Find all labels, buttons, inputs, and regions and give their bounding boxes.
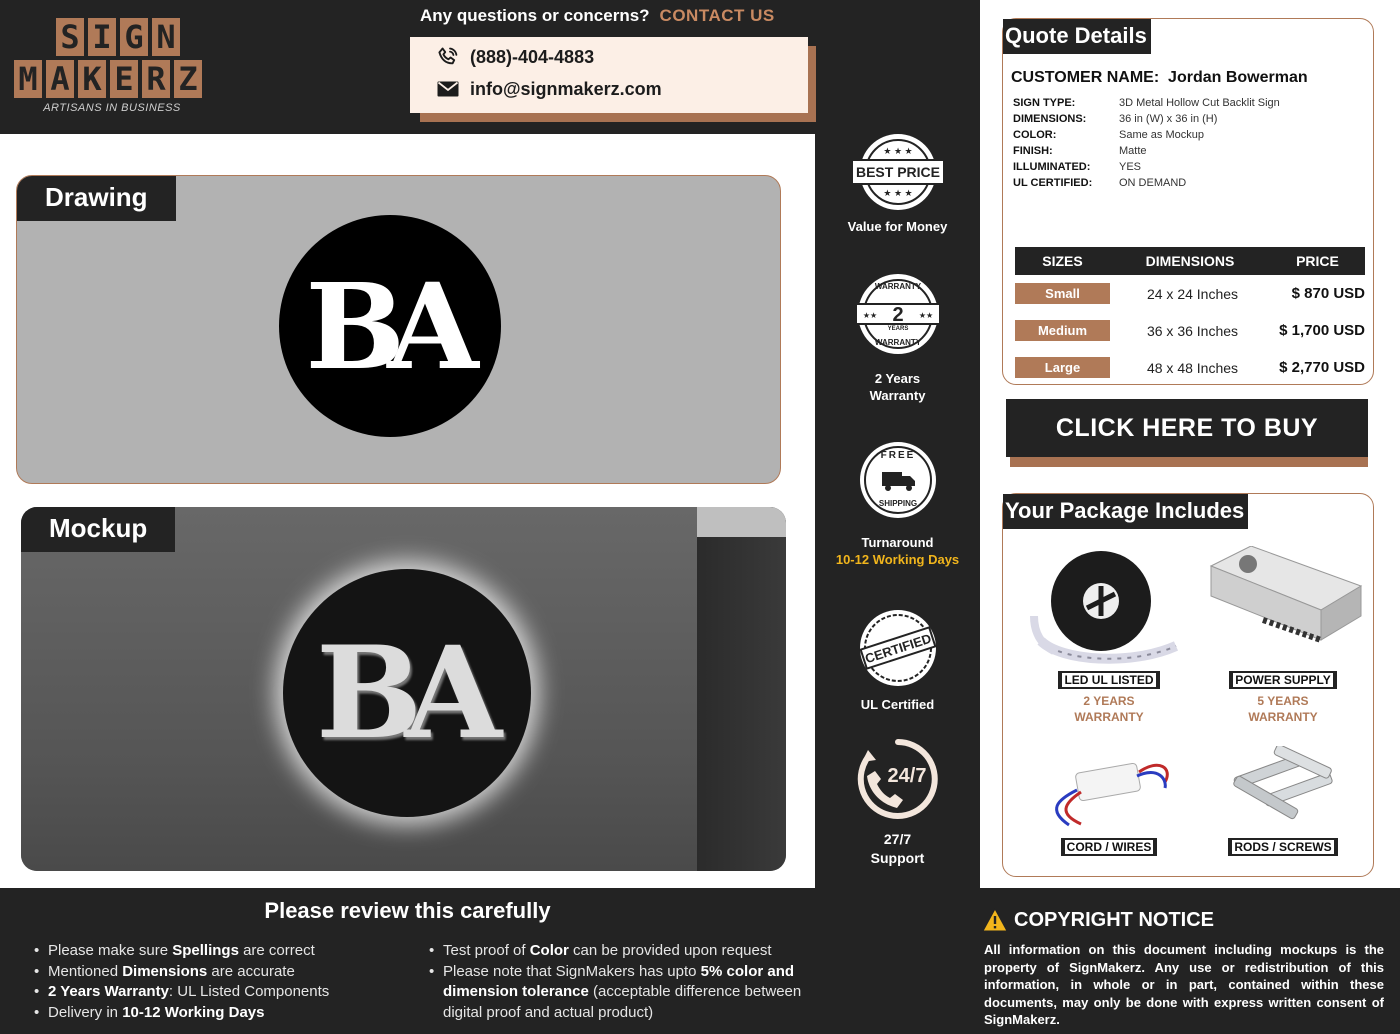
spec-list <box>1013 95 1280 191</box>
table-row[interactable] <box>1015 275 1365 312</box>
package-label-text: POWER SUPPLY <box>1235 673 1331 687</box>
power-supply-icon <box>1203 546 1363 671</box>
size-dimensions: 36 x 36 Inches <box>1146 322 1239 339</box>
support-24-7-icon <box>855 736 941 822</box>
spec-row <box>1013 127 1280 143</box>
shipping-icon-bottom: SHIPPING <box>878 499 917 508</box>
contact-question <box>420 6 775 26</box>
package-label <box>1229 671 1337 689</box>
badge-warranty <box>815 272 980 404</box>
size-price: $ 1,700 USD <box>1279 322 1365 339</box>
size-price: $ 2,770 USD <box>1279 359 1365 376</box>
badge-best-price <box>815 132 980 235</box>
logo-letter: E <box>110 60 138 98</box>
spec-value: Same as Mockup <box>1119 129 1204 141</box>
customer-name-line <box>1011 69 1308 87</box>
proof-panel <box>0 134 815 888</box>
logo-letter: K <box>78 60 106 98</box>
svg-text:★ ★ ★: ★ ★ ★ <box>882 188 913 198</box>
warranty-icon-top: WARRANTY <box>874 282 921 291</box>
spec-key: FINISH: <box>1013 145 1053 157</box>
warranty-caption-line1: 2 Years <box>874 371 921 386</box>
size-dimensions: 48 x 48 Inches <box>1146 359 1239 376</box>
certified-stamp-icon <box>858 608 938 688</box>
package-warranty <box>1203 693 1363 725</box>
quote-panel <box>980 0 1400 888</box>
logo-letter: R <box>142 60 170 98</box>
header-sizes: SIZES <box>1042 253 1083 269</box>
logo-letter: N <box>152 18 180 56</box>
size-badge[interactable]: Large <box>1015 357 1110 378</box>
review-list-left <box>34 941 414 1023</box>
spec-key: DIMENSIONS: <box>1013 113 1087 125</box>
size-price: $ 870 USD <box>1291 285 1365 302</box>
email-address: info@signmakerz.com <box>470 78 662 99</box>
package-box <box>1002 493 1374 877</box>
logo-letter: M <box>14 60 42 98</box>
signmakerz-logo[interactable] <box>14 18 210 114</box>
table-row[interactable] <box>1015 349 1365 386</box>
envelope-icon <box>436 77 460 101</box>
header-price: PRICE <box>1296 253 1339 269</box>
logo-letter: Z <box>174 60 202 98</box>
svg-text:★★: ★★ <box>862 311 877 320</box>
shipping-caption <box>815 534 980 568</box>
list-item: • Test proof of Color can be provided upon request <box>429 941 814 962</box>
quote-details-title: Quote Details <box>1003 19 1151 54</box>
package-item-power-supply <box>1203 546 1363 725</box>
svg-text:★★: ★★ <box>918 311 933 320</box>
spec-row <box>1013 95 1280 111</box>
table-header <box>1015 247 1365 275</box>
question-text: Any questions or concerns? <box>420 6 650 25</box>
warranty-line1: 5 YEARS <box>1257 694 1309 708</box>
table-row[interactable] <box>1015 312 1365 349</box>
logo-row-makerz <box>14 60 210 98</box>
list-item: • 2 Years Warranty: UL Listed Components <box>34 982 414 1003</box>
shipping-icon-top: FREE <box>880 450 915 461</box>
cord-image <box>1029 746 1189 838</box>
warranty-caption-line2: Warranty <box>869 388 926 403</box>
package-label-text: RODS / SCREWS <box>1234 840 1332 854</box>
led-reel-icon <box>1029 546 1189 671</box>
badge-support <box>815 736 980 868</box>
led-strip-image <box>1029 546 1189 671</box>
drawing-monogram: BA <box>305 256 461 396</box>
drawing-tag: Drawing <box>17 176 176 221</box>
mockup-tag: Mockup <box>21 507 175 552</box>
best-price-text: BEST PRICE <box>855 164 940 180</box>
support-icon-text: 24/7 <box>887 765 926 787</box>
warranty-icon-number: 2 <box>891 304 904 326</box>
logo-row-sign <box>14 18 210 56</box>
package-label <box>1061 838 1158 856</box>
logo-letter: G <box>120 18 148 56</box>
warranty-icon-sub: YEARS <box>887 326 908 332</box>
list-item: • Please note that SignMakers has upto 5% color and dimension tolerance (acceptable difference between digital proof and actual product) <box>429 962 814 1024</box>
contact-box <box>410 37 808 113</box>
package-label <box>1058 671 1159 689</box>
size-badge[interactable]: Small <box>1015 283 1110 304</box>
list-item: • Mentioned Dimensions are accurate <box>34 962 414 983</box>
spec-value: 3D Metal Hollow Cut Backlit Sign <box>1119 97 1280 109</box>
drawing-monogram-circle <box>279 215 501 437</box>
size-badge[interactable]: Medium <box>1015 320 1110 341</box>
free-shipping-icon <box>858 440 938 520</box>
spec-row <box>1013 159 1280 175</box>
copyright-text: All information on this document including mockups is the property of SignMakerz. Any use or redistribution of this information, in whole or in part, contained within these documents, may only be done with express written consent of SignMakerz. <box>984 942 1384 1028</box>
rods-screws-icon <box>1203 746 1363 838</box>
email-row[interactable] <box>436 77 662 101</box>
size-dimensions: 24 x 24 Inches <box>1146 285 1239 302</box>
package-title: Your Package Includes <box>1003 494 1248 529</box>
package-item-cord <box>1029 746 1189 856</box>
logo-letter: A <box>46 60 74 98</box>
cord-wires-icon <box>1029 746 1189 838</box>
power-supply-image <box>1203 546 1363 671</box>
logo-letter: S <box>56 18 84 56</box>
logo-tagline: ARTISANS IN BUSINESS <box>43 102 181 114</box>
list-item: • Delivery in 10-12 Working Days <box>34 1003 414 1024</box>
spec-row <box>1013 175 1280 191</box>
package-warranty <box>1029 693 1189 725</box>
phone-number: (888)-404-4883 <box>470 46 595 67</box>
certified-stamp-text: CERTIFIED <box>862 630 933 667</box>
rods-image <box>1203 746 1363 838</box>
spec-key: COLOR: <box>1013 129 1057 141</box>
package-label <box>1228 838 1337 856</box>
spec-key: ILLUMINATED: <box>1013 161 1091 173</box>
review-title: Please review this carefully <box>264 898 551 923</box>
package-label-text: LED UL LISTED <box>1064 673 1154 687</box>
best-price-icon <box>850 132 946 212</box>
warranty-icon-bottom: WARRANTY <box>874 338 921 347</box>
drawing-section <box>16 175 781 484</box>
header-dimensions: DIMENSIONS <box>1145 253 1235 269</box>
mockup-monogram: BA <box>315 619 485 767</box>
support-caption-line2: Support <box>870 850 925 866</box>
spec-row <box>1013 111 1280 127</box>
spec-key: UL CERTIFIED: <box>1013 177 1093 189</box>
svg-text:★ ★ ★: ★ ★ ★ <box>882 146 913 156</box>
list-item: • Please make sure Spellings are correct <box>34 941 414 962</box>
phone-row[interactable] <box>436 45 594 69</box>
copyright-title-text: COPYRIGHT NOTICE <box>1014 908 1215 931</box>
certified-caption: UL Certified <box>860 697 935 712</box>
customer-name-label: CUSTOMER NAME: <box>1011 69 1160 86</box>
warranty-line2: WARRANTY <box>1074 710 1144 724</box>
package-label-text: CORD / WIRES <box>1066 840 1152 854</box>
shipping-caption-line2: 10-12 Working Days <box>835 552 960 567</box>
warranty-line2: WARRANTY <box>1248 710 1318 724</box>
spec-value: ON DEMAND <box>1119 177 1187 189</box>
mockup-doorway <box>697 507 786 871</box>
contact-us-link[interactable]: CONTACT US <box>659 6 775 25</box>
warranty-caption <box>815 370 980 404</box>
badge-certified <box>815 608 980 713</box>
package-item-led <box>1029 546 1189 725</box>
buy-button[interactable]: CLICK HERE TO BUY <box>1006 399 1368 457</box>
warranty-icon <box>854 272 942 356</box>
copyright-title <box>982 908 1214 932</box>
support-caption <box>815 830 980 868</box>
spec-value: 36 in (W) x 36 in (H) <box>1119 113 1218 125</box>
support-caption-line1: 27/7 <box>883 831 912 847</box>
logo-letter: I <box>88 18 116 56</box>
warranty-line1: 2 YEARS <box>1083 694 1135 708</box>
badge-shipping <box>815 440 980 568</box>
warning-icon <box>982 908 1008 932</box>
mockup-sign <box>283 569 531 817</box>
spec-value: Matte <box>1119 145 1147 157</box>
spec-row <box>1013 143 1280 159</box>
best-price-caption: Value for Money <box>847 219 948 234</box>
customer-name-value: Jordan Bowerman <box>1168 69 1308 86</box>
spec-key: SIGN TYPE: <box>1013 97 1076 109</box>
package-item-rods <box>1203 746 1363 856</box>
size-price-table <box>1015 247 1365 386</box>
quote-details-box <box>1002 18 1374 385</box>
spec-value: YES <box>1119 161 1142 173</box>
phone-icon <box>436 45 460 69</box>
shipping-caption-line1: Turnaround <box>861 535 934 550</box>
mockup-section <box>21 507 786 871</box>
mockup-ceiling-light <box>697 507 786 537</box>
review-list-right <box>429 941 814 1023</box>
